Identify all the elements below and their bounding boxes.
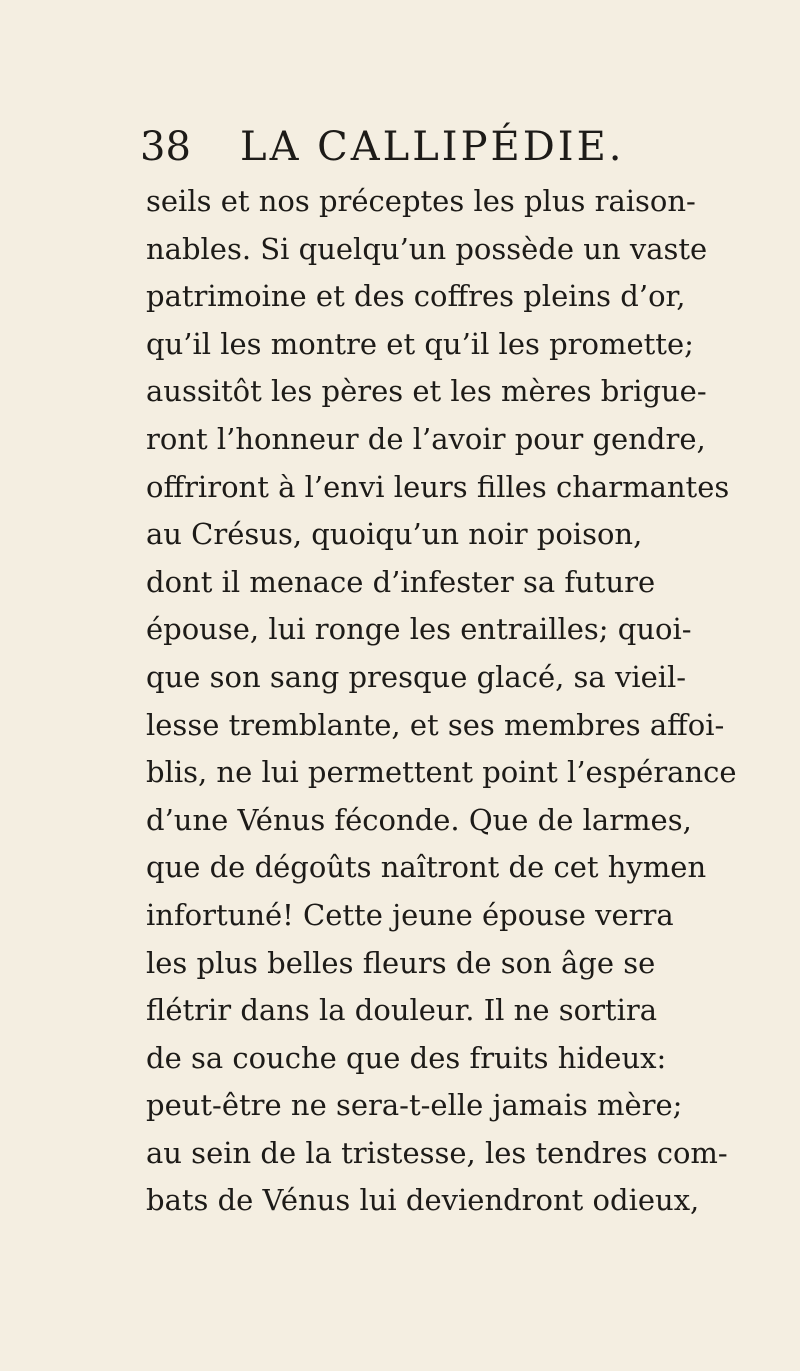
text-line: d’une Vénus féconde. Que de larmes, — [146, 802, 692, 837]
text-line: flétrir dans la douleur. Il ne sortira — [146, 993, 658, 1028]
body-text — [146, 178, 746, 1225]
text-line: aussitôt les pères et les mères brigue- — [146, 374, 707, 409]
running-head — [140, 124, 660, 174]
text-line: seils et nos préceptes les plus raison- — [146, 184, 696, 218]
running-title: LA CALLIPÉDIE. — [240, 124, 625, 170]
text-line: au Crésus, quoiqu’un noir poison, — [146, 517, 643, 552]
text-line: peut-être ne sera-t-elle jamais mère; — [146, 1088, 683, 1123]
text-line: patrimoine et des coffres pleins d’or, — [146, 279, 686, 314]
text-line: infortuné! Cette jeune épouse verra — [146, 897, 674, 932]
text-line: les plus belles fleurs de son âge se — [146, 945, 656, 980]
text-line: ront l’honneur de l’avoir pour gendre, — [146, 421, 706, 456]
text-line: que de dégoûts naîtront de cet hymen — [146, 850, 707, 885]
text-line: nables. Si quelqu’un possède un vaste — [146, 231, 708, 266]
text-line: de sa couche que des fruits hideux: — [146, 1040, 667, 1075]
text-line: qu’il les montre et qu’il les promette; — [146, 326, 694, 361]
text-line: offriront à l’envi leurs filles charmantes — [146, 469, 730, 504]
text-line: blis, ne lui permettent point l’espérance — [146, 755, 737, 790]
text-line: lesse tremblante, et ses membres affoi- — [146, 707, 725, 742]
text-line: bats de Vénus lui deviendront odieux, — [146, 1183, 700, 1218]
text-line: épouse, lui ronge les entrailles; quoi- — [146, 612, 692, 647]
text-line: dont il menace d’infester sa future — [146, 564, 656, 599]
page-number: 38 — [140, 124, 191, 170]
text-line: que son sang presque glacé, sa vieil- — [146, 659, 687, 694]
text-line: au sein de la tristesse, les tendres com- — [146, 1135, 728, 1170]
